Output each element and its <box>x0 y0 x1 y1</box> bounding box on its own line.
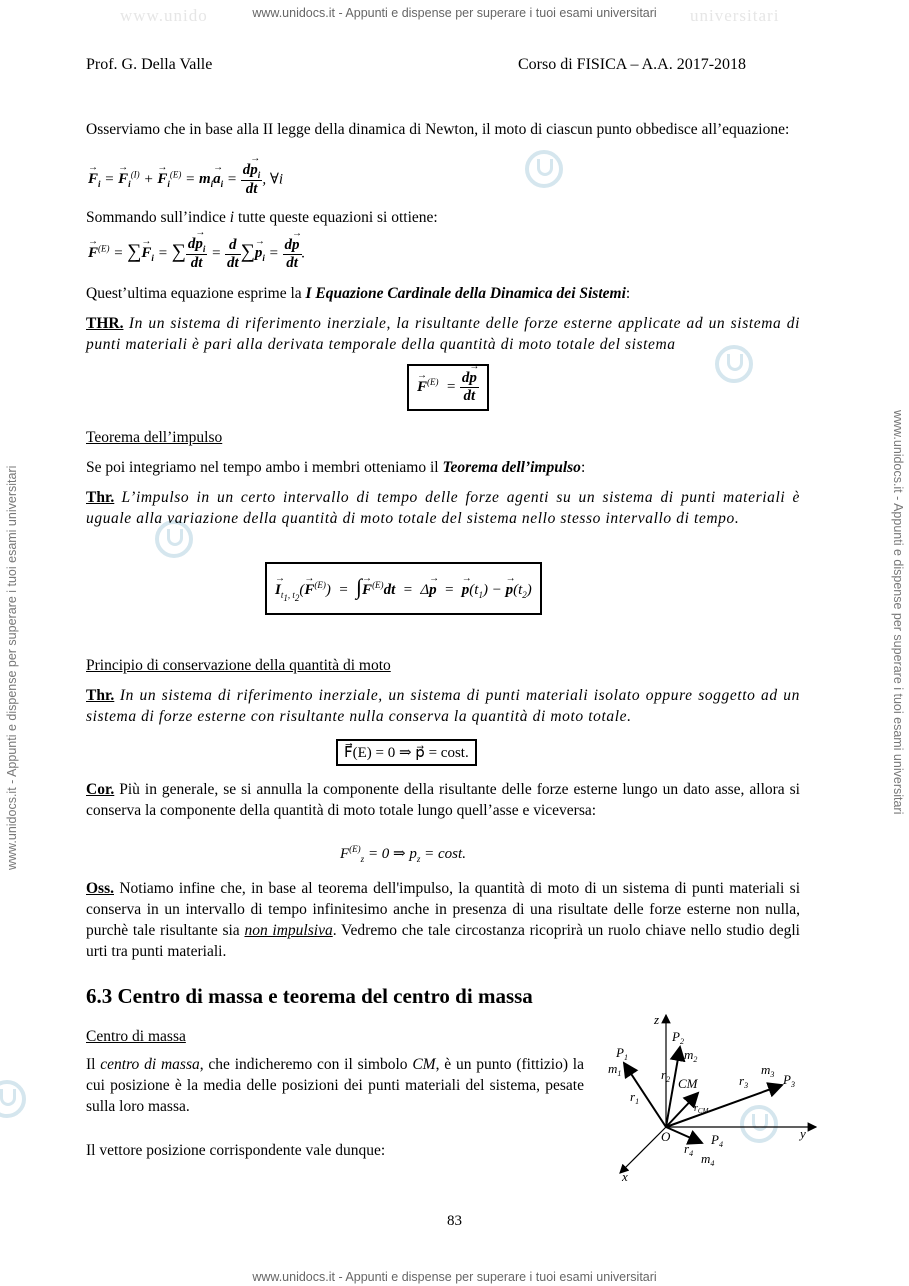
header-author: Prof. G. Della Valle <box>86 56 213 73</box>
watermark-logo-icon <box>525 150 563 188</box>
p1-label: $P_1$ <box>616 1045 628 1062</box>
p4-label: $P_4$ <box>711 1132 723 1149</box>
header-course: Corso di FISICA – A.A. 2017-2018 <box>518 56 747 73</box>
r3-label: $r_3$ <box>739 1073 749 1090</box>
subtitle-impulse: Teorema dell’impulso <box>86 429 223 446</box>
paragraph-position-vector: Il vettore posizione corrispondente vale dunque: <box>86 1142 386 1159</box>
watermark-side-left: www.unidocs.it - Appunti e dispense per superare i tuoi esami universitari <box>5 465 19 870</box>
equation-box-cardinal: → $F^{(E)}$ = $\frac{d\to p}{dt}$ <box>407 364 489 411</box>
equation-box-impulse: → $I_{t_1, t_2}(\to F^{(E)})$ = ∫→ $F^{(E)}dt = \Delta\to p$ = → $p(t_1)$ − → $p(t_2)$ <box>265 562 542 615</box>
watermark-side-right: www.unidocs.it - Appunti e dispense per superare i tuoi esami universitari <box>891 410 905 815</box>
equation-newton: → $F_i$ = → $F_i^{(I)}$ + → $F_i^{(E)} = m_i\to a_i$ = $\frac{d\to p_i}{dt}$ , ∀i <box>88 162 283 198</box>
r2-label: $r_2$ <box>661 1067 671 1084</box>
m3-label: $m_3$ <box>761 1062 775 1079</box>
observation: Oss. Notiamo infine che, in base al teorema dell'impulso, la quantità di moto di un sistema di punti materiali si conserva in un intervallo di tempo infinitesimo anche in presenza di una risultate delle forze esterne non nulla, purchè tale risultante sia non impulsiva. Vedremo che tale circostanza ricoprirà un ruolo chiave nello studio degli urti tra punti materiali. <box>86 880 800 960</box>
m1-label: $m_1$ <box>608 1061 622 1078</box>
theorem-cardinal: THR. In un sistema di riferimento inerziale, la risultante delle forze esterne applicate ad un sistema di punti materiali è pari alla derivata temporale della quantità di moto totale del sistema <box>86 315 800 353</box>
equation-conservation-z: $F^{(E)}_z = 0$ ⇒ $p_z = \cos t$. <box>340 844 466 864</box>
paragraph-center-of-mass: Il centro di massa, che indicheremo con il simbolo CM, è un punto (fittizio) la cui posizione è la media delle posizioni dei punti materiali del sistema, pesate sulla loro massa. <box>86 1056 584 1115</box>
m4-label: $m_4$ <box>701 1151 715 1168</box>
subtitle-conservation: Principio di conservazione della quantità di moto <box>86 657 391 674</box>
vector-r3 <box>666 1085 782 1127</box>
paragraph-cardinal: Quest’ultima equazione esprime la I Equazione Cardinale della Dinamica dei Sistemi: <box>86 285 631 302</box>
subtitle-center-of-mass: Centro di massa <box>86 1028 186 1045</box>
equation-box-conservation: F⃗(E) = 0 ⇒ p⃗ = cost. <box>336 739 477 766</box>
watermark-bottom: www.unidocs.it - Appunti e dispense per superare i tuoi esami universitari <box>252 1270 657 1284</box>
axis-y-label: y <box>800 1126 806 1141</box>
origin-label: O <box>661 1129 671 1144</box>
m2-label: $m_2$ <box>684 1047 698 1064</box>
p2-label: $P_2$ <box>672 1029 684 1046</box>
corollary: Cor. Più in generale, se si annulla la componente della risultante delle forze esterne lungo un dato asse, allora si conserva la componente della quantità di moto totale lungo quell’asse e viceversa: <box>86 781 800 819</box>
cm-label: CM <box>678 1076 698 1091</box>
watermark-top: www.unidocs.it - Appunti e dispense per superare i tuoi esami universitari <box>252 6 657 20</box>
paragraph-impulse: Se poi integriamo nel tempo ambo i membri otteniamo il Teorema dell’impulso: <box>86 459 586 476</box>
p3-label: $P_3$ <box>783 1072 795 1089</box>
x-axis <box>620 1127 666 1173</box>
r1-label: $r_1$ <box>630 1089 640 1106</box>
section-title: 6.3 Centro di massa e teorema del centro di massa <box>86 984 533 1008</box>
rcm-label: $r_{CM}$ <box>694 1103 709 1115</box>
r4-label: $r_4$ <box>684 1141 694 1158</box>
watermark-faint-right: universitari <box>690 6 780 25</box>
equation-sum: → $F^{(E)}$ = ∑→ $F_i$ = ∑ $\frac{d\to p_i}{dt}$ = $\frac{d}{dt}$ ∑→ $p_i$ = $\frac{d\to p}{dt}$ . <box>88 236 305 272</box>
paragraph-intro: Osserviamo che in base alla II legge della dinamica di Newton, il moto di ciascun punto obbedisce all’equazione: <box>86 121 790 138</box>
page-number: 83 <box>447 1213 462 1229</box>
axis-z-label: z <box>654 1012 660 1027</box>
paragraph-sum: Sommando sull’indice i tutte queste equazioni si ottiene: <box>86 209 438 226</box>
watermark-faint-left: www.unido <box>120 6 208 25</box>
center-of-mass-diagram <box>598 1005 828 1185</box>
axis-x-label: x <box>622 1169 628 1184</box>
theorem-impulse: Thr. L’impulso in un certo intervallo di tempo delle forze agenti su un sistema di punti materiali è uguale alla variazione della quantità di moto totale del sistema nello stesso intervallo di tempo. <box>86 489 800 527</box>
watermark-logo-icon <box>0 1080 26 1118</box>
theorem-conservation: Thr. In un sistema di riferimento inerziale, un sistema di punti materiali isolato oppure soggetto ad un sistema di forze esterne con risultante nulla conserva la quantità di moto totale. <box>86 687 800 725</box>
